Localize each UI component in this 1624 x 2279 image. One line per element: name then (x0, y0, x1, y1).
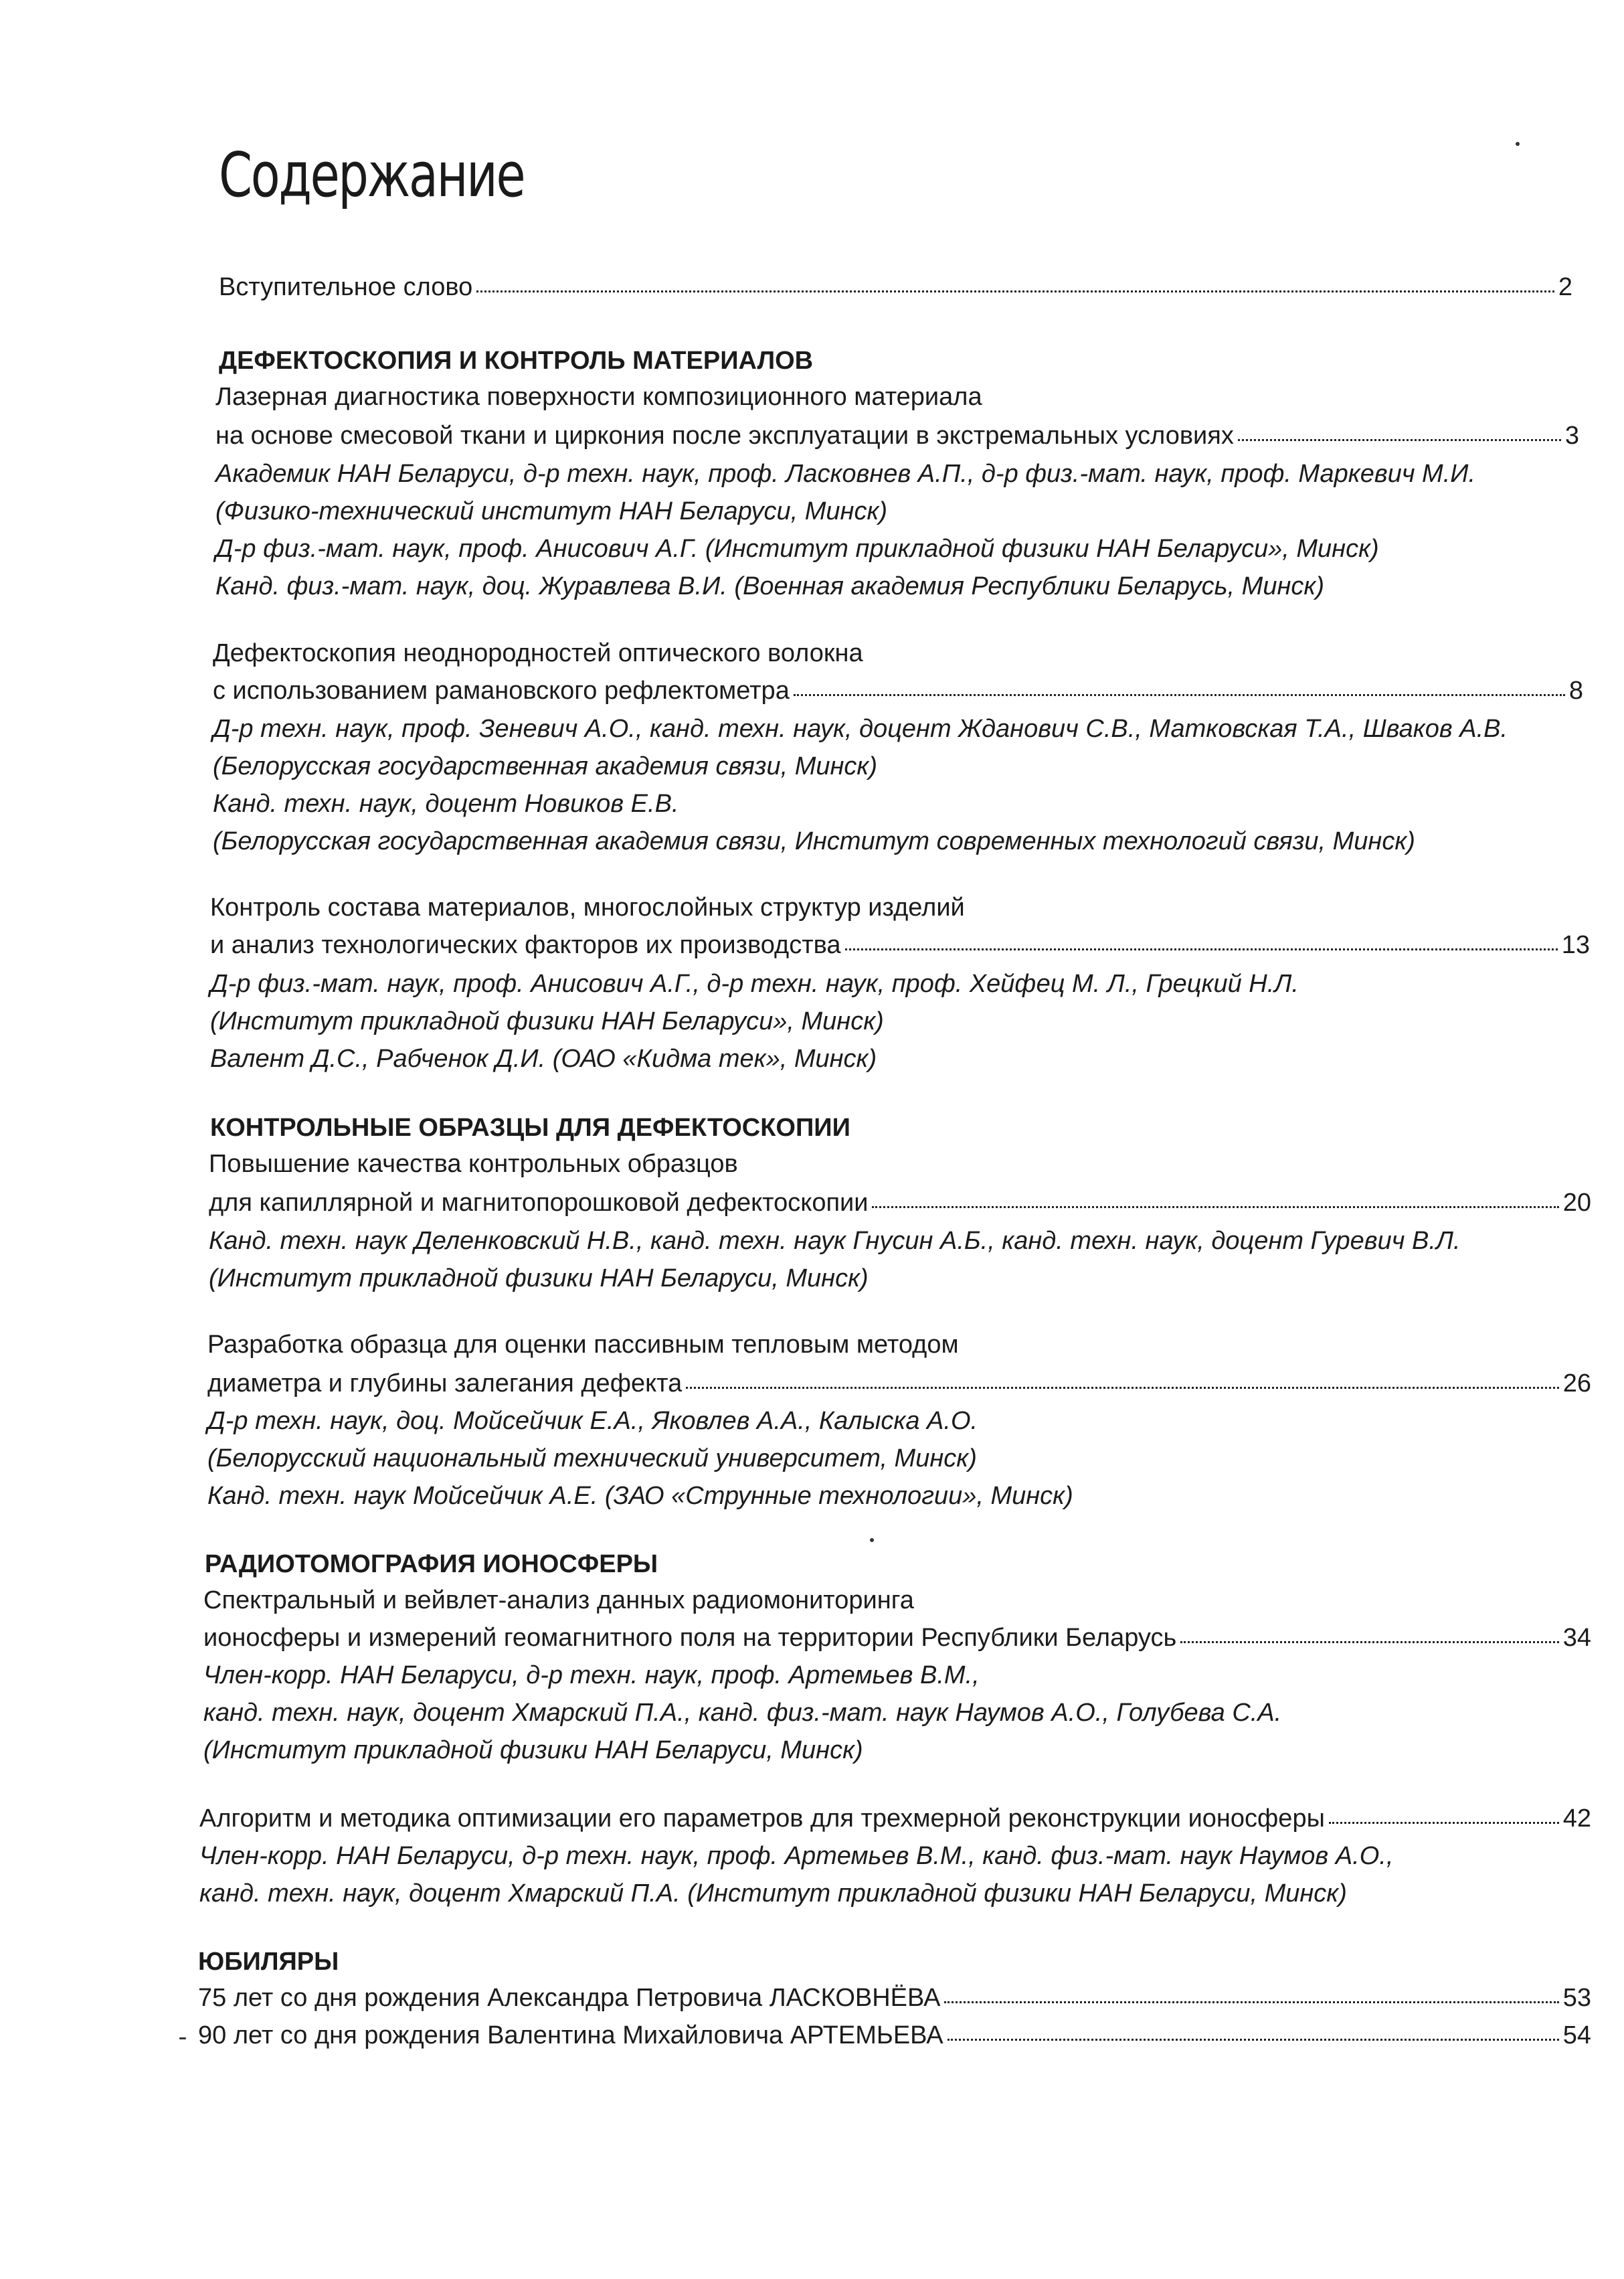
author-line: (Институт прикладной физики НАН Беларуси», Минск) (210, 1007, 884, 1035)
toc-entry-title: на основе смесовой ткани и циркония после эксплуатации в экстремальных условиях (215, 422, 1234, 450)
author-line: канд. техн. наук, доцент Хмарский П.А., канд. физ.-мат. наук Наумов А.О., Голубева С.А. (203, 1699, 1282, 1727)
author-line: Член-корр. НАН Беларуси, д-р техн. наук, проф. Артемьев В.М., (203, 1661, 980, 1689)
page-number: 8 (1568, 677, 1583, 705)
toc-entry-title: для капиллярной и магнитопорошковой дефектоскопии (209, 1189, 869, 1217)
leader-dots (794, 694, 1565, 696)
toc-entry-laskovnev[interactable] (198, 1985, 1591, 2011)
scan-speck (179, 2037, 186, 2039)
page-number: 20 (1562, 1189, 1591, 1217)
toc-entry-intro[interactable] (219, 274, 1572, 300)
leader-dots (1329, 1822, 1559, 1824)
author-line: Академик НАН Беларуси, д-р техн. наук, проф. Ласковнев А.П., д-р физ.-мат. наук, проф. Маркевич М.И. (215, 460, 1476, 488)
toc-entry-title: 90 лет со дня рождения Валентина Михайловича АРТЕМЬЕВА (198, 2021, 943, 2049)
section-heading-reference-samples: КОНТРОЛЬНЫЕ ОБРАЗЦЫ ДЛЯ ДЕФЕКТОСКОПИИ (210, 1114, 850, 1142)
toc-entry-title: и анализ технологических факторов их производства (210, 931, 841, 959)
section-heading-anniversaries: ЮБИЛЯРЫ (198, 1948, 339, 1976)
article-title-line: Лазерная диагностика поверхности композиционного материала (215, 383, 982, 411)
section-heading-defectoscopy: ДЕФЕКТОСКОПИЯ И КОНТРОЛЬ МАТЕРИАЛОВ (219, 347, 814, 375)
toc-entry-title: с использованием рамановского рефлектометра (213, 677, 790, 705)
author-line: (Институт прикладной физики НАН Беларуси, Минск) (203, 1736, 863, 1764)
scan-speck (870, 1538, 874, 1542)
page-number: 34 (1562, 1624, 1591, 1652)
leader-dots (845, 948, 1558, 950)
page-number: 13 (1561, 931, 1590, 959)
leader-dots (944, 2001, 1558, 2003)
toc-entry-laser-diagnostics[interactable] (215, 423, 1579, 448)
author-line: (Белорусский национальный технический университет, Минск) (207, 1444, 977, 1472)
author-line: (Белорусская государственная академия связи, Минск) (213, 752, 877, 780)
page-number: 26 (1562, 1369, 1591, 1398)
author-line: Канд. физ.-мат. наук, доц. Журавлева В.И. (Военная академия Республики Беларусь, Минск) (215, 572, 1324, 600)
toc-entry-thermal-method[interactable] (207, 1371, 1591, 1396)
article-title-line: Дефектоскопия неоднородностей оптического волокна (213, 639, 863, 667)
author-line: Канд. техн. наук Мойсейчик А.Е. (ЗАО «Струнные технологии», Минск) (207, 1482, 1073, 1510)
author-line: Канд. техн. наук Деленковский Н.В., канд. техн. наук Гнусин А.Б., канд. техн. наук, доцент Гуревич В.Л. (209, 1227, 1461, 1255)
author-line: (Институт прикладной физики НАН Беларуси, Минск) (209, 1264, 869, 1292)
author-line: Д-р физ.-мат. наук, проф. Анисович А.Г., д-р техн. наук, проф. Хейфец М. Л., Грецкий Н.Л. (210, 970, 1299, 998)
article-title-line: Контроль состава материалов, многослойных структур изделий (210, 894, 965, 922)
leader-dots (948, 2039, 1559, 2041)
author-line: Член-корр. НАН Беларуси, д-р техн. наук, проф. Артемьев В.М., канд. физ.-мат. наук Наумов А.О., (199, 1842, 1394, 1870)
page-number: 53 (1562, 1984, 1591, 2012)
toc-entry-materials-control[interactable] (210, 932, 1590, 958)
article-title-line: Спектральный и вейвлет-анализ данных радиомониторинга (203, 1586, 914, 1614)
toc-entry-title: ионосферы и измерений геомагнитного поля на территории Республики Беларусь (203, 1624, 1177, 1652)
toc-entry-fiber-defectoscopy[interactable] (213, 678, 1583, 703)
toc-entry-ionosphere-algorithm[interactable] (199, 1806, 1591, 1831)
leader-dots (1180, 1641, 1558, 1643)
scan-speck (1516, 142, 1520, 146)
leader-dots (686, 1387, 1558, 1389)
leader-dots (476, 290, 1554, 292)
page-number: 3 (1564, 422, 1579, 450)
toc-entry-title: Вступительное слово (219, 273, 473, 301)
toc-entry-sample-quality[interactable] (209, 1190, 1591, 1215)
toc-entry-title: 75 лет со дня рождения Александра Петровича ЛАСКОВНЁВА (198, 1984, 941, 2012)
section-heading-radiotomography: РАДИОТОМОГРАФИЯ ИОНОСФЕРЫ (205, 1550, 658, 1578)
author-line: Д-р физ.-мат. наук, проф. Анисович А.Г. (Институт прикладной физики НАН Беларуси», Минск) (215, 535, 1379, 563)
author-line: (Белорусская государственная академия связи, Институт современных технологий связи, Минск) (213, 827, 1415, 855)
article-title-line: Повышение качества контрольных образцов (209, 1150, 738, 1178)
article-title-line: Разработка образца для оценки пассивным тепловым методом (207, 1331, 959, 1359)
author-line: Канд. техн. наук, доцент Новиков Е.В. (213, 790, 679, 818)
toc-entry-artemiev[interactable] (198, 2023, 1591, 2048)
toc-entry-title: диаметра и глубины залегания дефекта (207, 1369, 683, 1398)
toc-entry-title: Алгоритм и методика оптимизации его параметров для трехмерной реконструкции ионосферы (199, 1804, 1325, 1833)
author-line: Валент Д.С., Рабченок Д.И. (ОАО «Кидма тек», Минск) (210, 1045, 877, 1073)
page-number: 2 (1558, 273, 1572, 301)
author-line: Д-р техн. наук, проф. Зеневич А.О., канд. техн. наук, доцент Жданович С.В., Матковская Т.А., Шваков А.В. (213, 715, 1508, 743)
page-number: 54 (1562, 2021, 1591, 2049)
leader-dots (1238, 439, 1561, 441)
leader-dots (872, 1206, 1558, 1208)
author-line: Д-р техн. наук, доц. Мойсейчик Е.А., Яковлев А.А., Калыска А.О. (207, 1407, 978, 1435)
author-line: канд. техн. наук, доцент Хмарский П.А. (Институт прикладной физики НАН Беларуси, Минск) (199, 1879, 1347, 1908)
author-line: (Физико-технический институт НАН Беларуси, Минск) (215, 497, 888, 525)
page-title: Содержание (219, 139, 525, 211)
toc-entry-spectral-analysis[interactable] (203, 1625, 1591, 1651)
page-number: 42 (1562, 1804, 1591, 1833)
